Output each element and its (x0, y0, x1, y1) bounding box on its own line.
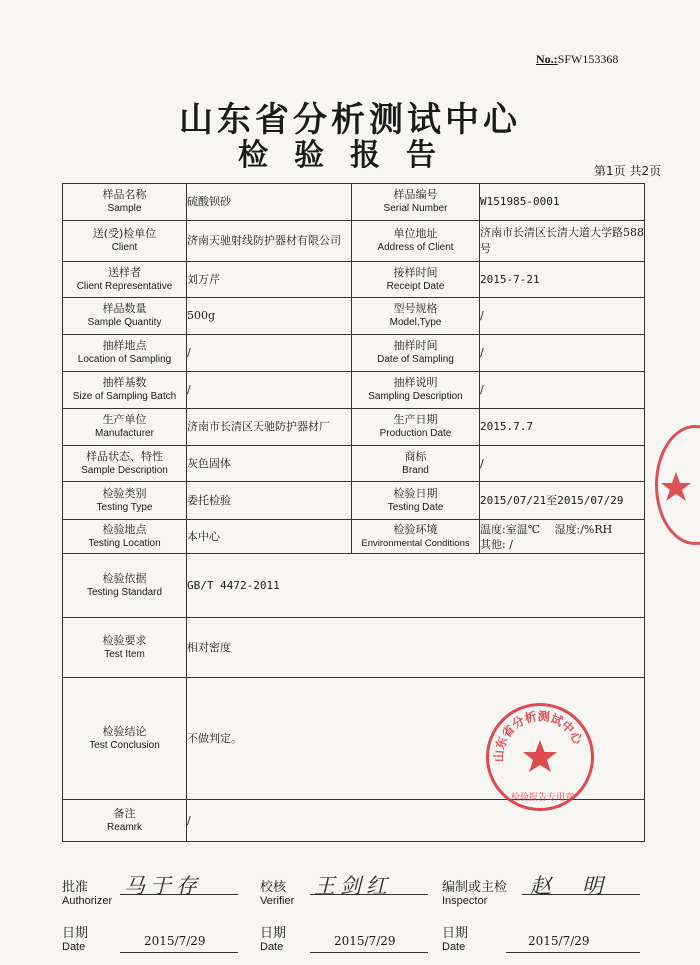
authorizer-label: 批准 Authorizer (62, 880, 113, 907)
table-row (63, 446, 645, 482)
verifier-date-line (310, 952, 428, 953)
remark-value: / (187, 800, 645, 842)
conclusion-value: 不做判定。 (187, 678, 645, 800)
inspector-date: 2015/7/29 (528, 934, 590, 948)
seal-sub-text: 检验报告专用章 (511, 793, 575, 803)
testing-location-label: 检验地点 Testing Location (63, 520, 187, 554)
official-seal (486, 703, 594, 811)
verifier-signature: 王剑红 (314, 874, 392, 898)
environment-label: 检验环境 Environmental Conditions (352, 520, 480, 554)
table-row (63, 372, 645, 409)
seal-star-icon (523, 740, 557, 772)
table-row (63, 554, 645, 618)
environment-temperature-humidity: 温度:室温℃ 湿度:/%RH (480, 523, 613, 536)
testing-standard-label: 检验依据 Testing Standard (63, 554, 187, 618)
inspector-label: 编制或主检 Inspector (442, 880, 508, 907)
production-date-value: 2015.7.7 (480, 409, 645, 446)
brand-value: / (480, 446, 645, 482)
model-value: / (480, 298, 645, 335)
test-item-label: 检验要求 Test Item (63, 618, 187, 678)
sampling-date-value: / (480, 335, 645, 372)
environment-value (480, 520, 645, 554)
organization-title: 山东省分析测试中心 (179, 100, 521, 140)
inspector-signature: 赵 明 (530, 874, 608, 898)
testing-date-value: 2015/07/21至2015/07/29 (480, 482, 645, 520)
receipt-date-value: 2015-7-21 (480, 262, 645, 298)
document-number (536, 52, 618, 67)
serial-label: 样品编号 Serial Number (352, 184, 480, 221)
testing-type-value: 委托检验 (187, 482, 352, 520)
model-label: 型号规格 Model,Type (352, 298, 480, 335)
environment-other: 其他: / (480, 538, 513, 551)
edge-seal-fragment (655, 425, 700, 545)
serial-value: W151985-0001 (480, 184, 645, 221)
conclusion-label: 检验结论 Test Conclusion (63, 678, 187, 800)
client-value: 济南天驰射线防护器材有限公司 (187, 221, 352, 262)
table-row (63, 262, 645, 298)
manufacturer-value: 济南市长清区天驰防护器材厂 (187, 409, 352, 446)
table-row (63, 482, 645, 520)
sampling-location-value: / (187, 335, 352, 372)
table-row (63, 618, 645, 678)
inspector-date-label: 日期 Date (442, 926, 469, 953)
manufacturer-label: 生产单位 Manufacturer (63, 409, 187, 446)
production-date-label: 生产日期 Production Date (352, 409, 480, 446)
table-row (63, 520, 645, 554)
verifier-date-label: 日期 Date (260, 926, 287, 953)
testing-location-value: 本中心 (187, 520, 352, 554)
sample-quantity-value: 500g (187, 298, 352, 335)
table-row (63, 221, 645, 262)
verifier-date: 2015/7/29 (334, 934, 396, 948)
table-row (63, 409, 645, 446)
remark-label: 备注 Reamrk (63, 800, 187, 842)
receipt-date-label: 接样时间 Receipt Date (352, 262, 480, 298)
authorizer-signature: 马于存 (124, 874, 202, 898)
address-label: 单位地址 Address of Client (352, 221, 480, 262)
sampling-batch-label: 抽样基数 Size of Sampling Batch (63, 372, 187, 409)
sample-description-value: 灰色固体 (187, 446, 352, 482)
sampling-description-value: / (480, 372, 645, 409)
inspector-date-line (506, 952, 640, 953)
sampling-date-label: 抽样时间 Date of Sampling (352, 335, 480, 372)
seal-arc-text: 山东省分析测试中心 (491, 709, 586, 763)
sample-quantity-label: 样品数量 Sample Quantity (63, 298, 187, 335)
table-row (63, 298, 645, 335)
brand-label: 商标 Brand (352, 446, 480, 482)
table-row (63, 335, 645, 372)
authorizer-date-label: 日期 Date (62, 926, 89, 953)
sample-description-label: 样品状态、特性 Sample Description (63, 446, 187, 482)
report-title: 检验报告 (238, 138, 462, 173)
page-info: 第1页 共2页 (594, 164, 662, 178)
authorizer-date: 2015/7/29 (144, 934, 206, 948)
testing-date-label: 检验日期 Testing Date (352, 482, 480, 520)
testing-type-label: 检验类别 Testing Type (63, 482, 187, 520)
client-label: 送(受)检单位 Client (63, 221, 187, 262)
sample-value: 硫酸钡砂 (187, 184, 352, 221)
edge-seal-star-icon (658, 428, 698, 538)
sampling-batch-value: / (187, 372, 352, 409)
client-rep-value: 刘万芹 (187, 262, 352, 298)
address-value: 济南市长清区长清大道大学路588号 (480, 221, 645, 262)
verifier-label: 校核 Verifier (260, 880, 295, 907)
authorizer-date-line (120, 952, 238, 953)
table-row (63, 184, 645, 221)
client-rep-label: 送样者 Client Representative (63, 262, 187, 298)
document-number-value: SFW153368 (557, 52, 619, 66)
sample-label: 样品名称 Sample (63, 184, 187, 221)
test-item-value: 相对密度 (187, 618, 645, 678)
testing-standard-value: GB/T 4472-2011 (187, 554, 645, 618)
document-number-prefix: No.: (536, 52, 558, 66)
sampling-description-label: 抽样说明 Sampling Description (352, 372, 480, 409)
sampling-location-label: 抽样地点 Location of Sampling (63, 335, 187, 372)
